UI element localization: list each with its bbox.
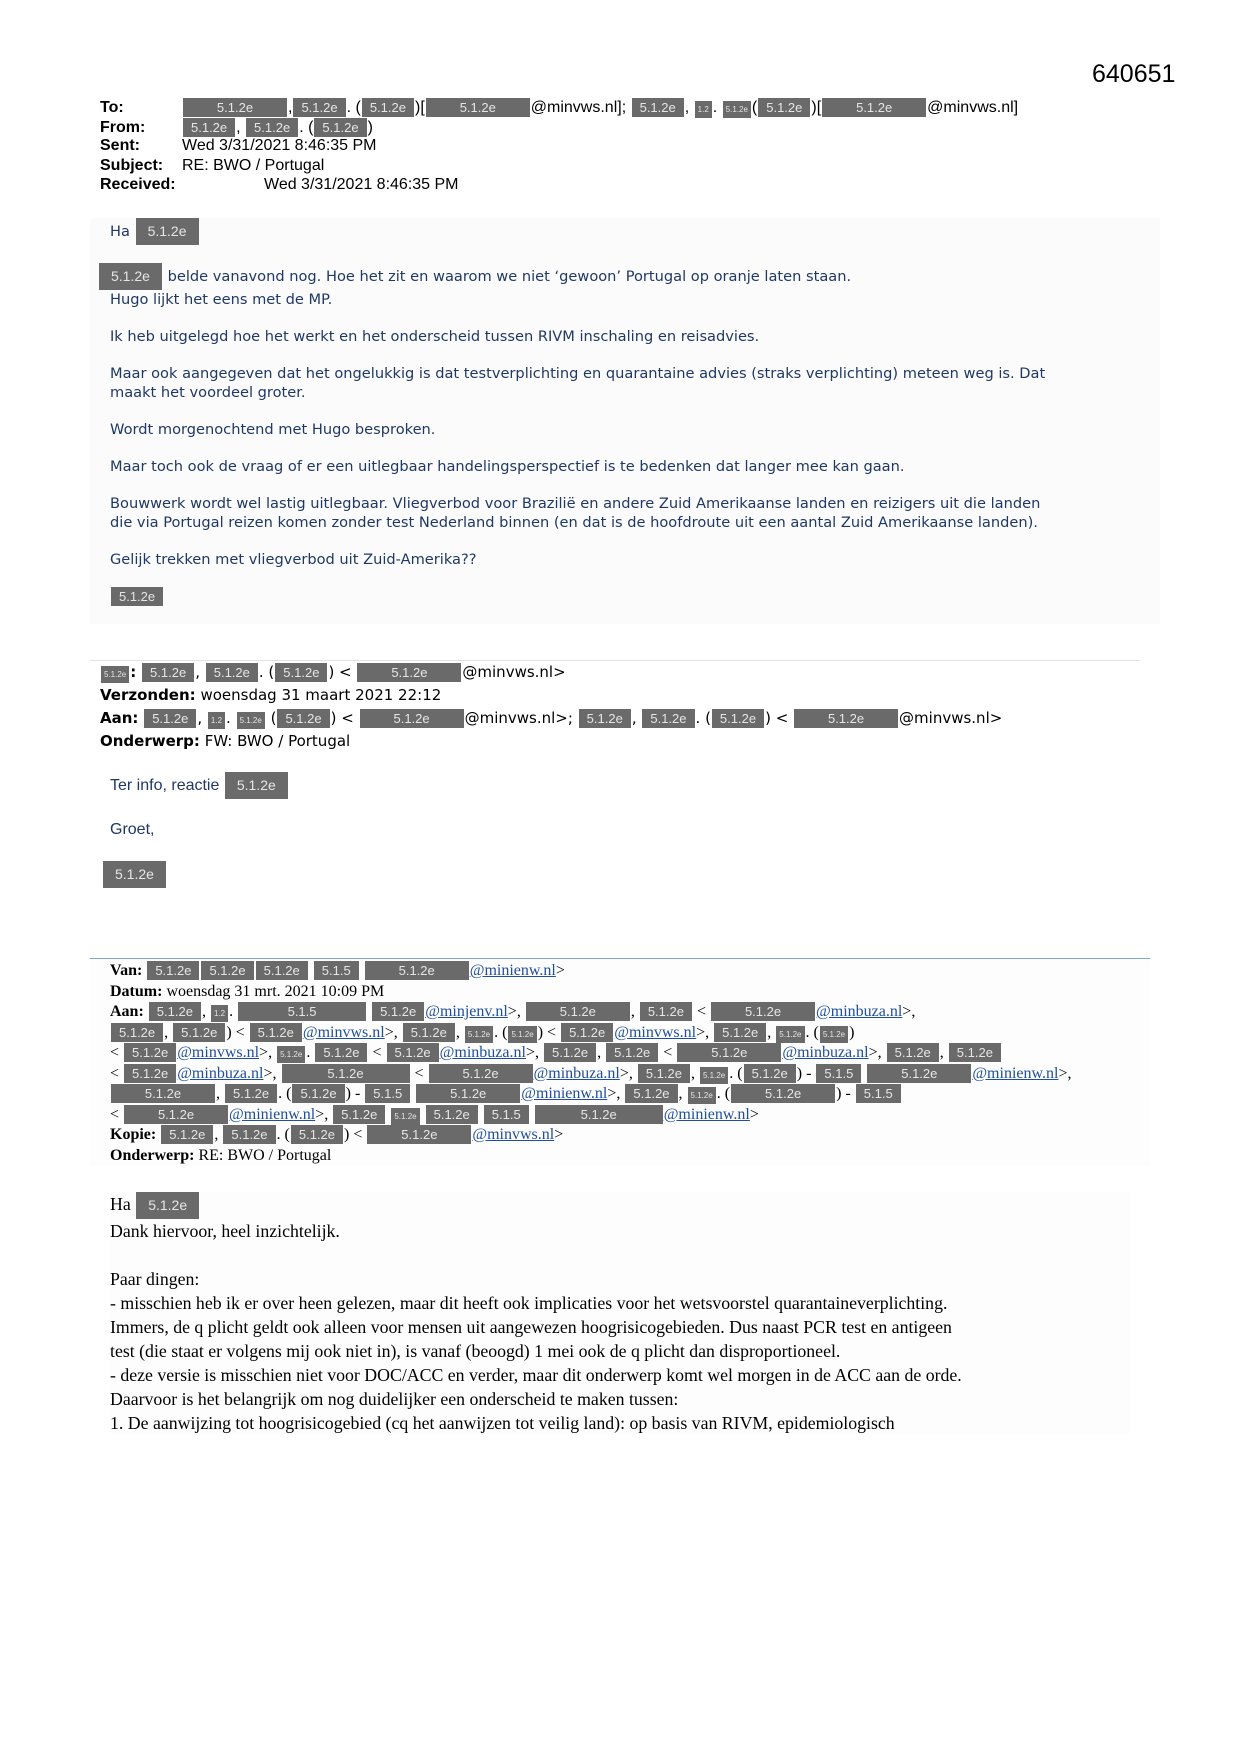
forward-to-row: Aan: 5.1.2e , 1.2 . 5.1.2e ( 5.1.2e ) < 5.1.2e @minvws.nl>; 5.1.2e , 5.1.2e . ( 5.1.2e ) < 5.1.2e @minvws.nl> xyxy=(100,709,1003,727)
email-link[interactable]: @minjenv.nl xyxy=(425,1003,508,1020)
received-value: Wed 3/31/2021 8:46:35 PM xyxy=(264,176,459,193)
redaction: 5.1.2e xyxy=(429,1064,533,1083)
email-link[interactable]: @minienw.nl xyxy=(663,1105,750,1123)
redaction: 5.1.2e xyxy=(544,1043,596,1062)
redaction: 5.1.2e xyxy=(333,1105,385,1124)
original-text: Dank hiervoor, heel inzichtelijk. xyxy=(110,1221,340,1241)
subject-label: Subject: xyxy=(100,156,164,174)
redaction: 5.1.5 xyxy=(484,1105,529,1124)
original-text: 1. De aanwijzing tot hoogrisicogebied (cq het aanwijzen tot veilig land): op basis van RIVM, epidemiologisch xyxy=(110,1413,895,1433)
email-domain: @minvws.nl> xyxy=(462,663,566,681)
redaction: 5.1.2e xyxy=(365,961,469,980)
email-link[interactable]: @minienw.nl xyxy=(469,962,556,979)
subject-value: RE: BWO / Portugal xyxy=(182,156,325,174)
original-from-row: Van: 5.1.2e 5.1.2e 5.1.2e 5.1.5 5.1.2e @minienw.nl> xyxy=(110,962,565,979)
original-text: Daarvoor is het belangrijk om nog duidelijker een onderscheid te maken tussen: xyxy=(110,1389,679,1409)
redaction: 5.1.2e xyxy=(124,1043,176,1062)
reply-paragraph: Wordt morgenochtend met Hugo besproken. xyxy=(110,421,436,438)
email-link[interactable]: @minbuza.nl xyxy=(533,1064,620,1082)
redaction: 5.1.2e xyxy=(794,709,898,728)
redaction: 5.1.2e xyxy=(744,1064,796,1083)
to-domain: @minvws.nl] xyxy=(927,99,1019,116)
email-link[interactable]: @minvws.nl xyxy=(177,1044,260,1061)
reply-paragraph: Ik heb uitgelegd hoe het werkt en het onderscheid tussen RIVM inschaling en reisadvies. xyxy=(110,328,760,345)
reply-text: belde vanavond nog. Hoe het zit en waarom we niet ‘gewoon’ Portugal op oranje laten staan. xyxy=(167,268,852,285)
reply-paragraph xyxy=(110,263,1160,309)
greeting-text: Ha xyxy=(110,223,130,240)
redaction: 5.1.2e xyxy=(508,1026,536,1043)
redaction: 5.1.2e xyxy=(246,118,298,137)
redaction: 5.1.2e xyxy=(275,663,327,682)
original-to-row: 5.1.2e , 5.1.2e ) < 5.1.2e @minvws.nl>, 5.1.2e , 5.1.2e . ( 5.1.2e ) < 5.1.2e @minvws.nl>, 5.1.2e , 5.1.2e . ( 5.1.2e ) xyxy=(110,1023,1150,1044)
to-label: Aan: xyxy=(100,709,139,727)
redaction: 5.1.2e xyxy=(416,1084,520,1103)
redaction: 5.1.2e xyxy=(111,1023,163,1042)
reply-paragraph xyxy=(110,494,1160,532)
date-value: woensdag 31 mrt. 2021 10:09 PM xyxy=(166,982,385,1000)
redaction: 5.1.2e xyxy=(256,961,308,980)
original-date-row xyxy=(110,982,1150,1003)
redaction: 5.1.2e xyxy=(277,1046,305,1063)
forward-line: Groet, xyxy=(110,821,155,838)
subject-label: Onderwerp: xyxy=(100,732,200,750)
redaction: 5.1.2e xyxy=(124,1064,176,1083)
redaction: 5.1.2e xyxy=(149,1002,201,1021)
redaction: 5.1.2e xyxy=(161,1125,213,1144)
redaction: 5.1.2e xyxy=(367,1125,471,1144)
sent-value: Wed 3/31/2021 8:46:35 PM xyxy=(182,137,377,154)
redaction: 5.1.2e xyxy=(173,1023,225,1042)
to-label: Aan: xyxy=(110,1003,144,1020)
email-link[interactable]: @minbuza.nl xyxy=(782,1044,869,1061)
redaction: 5.1.2e xyxy=(403,1023,455,1042)
cc-label: Kopie: xyxy=(110,1126,157,1143)
sent-row xyxy=(100,137,1160,157)
reply-text: die via Portugal reizen komen zonder test Nederland binnen (en dat is de hoofdroute uit een aantal Zuid Amerikaanse landen). xyxy=(110,514,1038,531)
original-cc-row: Kopie: 5.1.2e , 5.1.2e . ( 5.1.2e ) < 5.1.2e @minvws.nl> xyxy=(110,1126,564,1143)
subject-row xyxy=(100,157,1160,177)
from-row xyxy=(100,118,1160,138)
spacer xyxy=(110,1243,1130,1267)
email-link[interactable]: @minienw.nl xyxy=(229,1105,316,1123)
redaction: 5.1.2e xyxy=(642,709,694,728)
redaction: 5.1.2e xyxy=(206,663,258,682)
email-link[interactable]: @minvws.nl xyxy=(614,1023,697,1041)
reply-paragraph: Gelijk trekken met vliegverbod uit Zuid-Amerika?? xyxy=(110,551,477,568)
original-text: - deze versie is misschien niet voor DOC/ACC en verder, maar dit onderwerp komt wel morgen in de ACC aan de orde. xyxy=(110,1365,962,1385)
reply-text: maakt het voordeel groter. xyxy=(110,384,306,401)
reply-text: Maar ook aangegeven dat het ongelukkig is dat testverplichting en quarantaine advies (straks verplichting) meteen weg is. Dat xyxy=(110,365,1046,382)
redaction: 1.2 xyxy=(211,1005,228,1022)
original-to-row: < 5.1.2e @minienw.nl>, 5.1.2e 5.1.2e 5.1.2e 5.1.5 5.1.2e @minienw.nl> xyxy=(110,1105,759,1123)
redaction: 5.1.5 xyxy=(314,961,359,980)
redaction: 5.1.2e xyxy=(99,263,162,290)
original-text: Immers, de q plicht geldt ook alleen voor mensen uit aangewezen hoogrisicogebieden. Dus naast PCR test en antigeen xyxy=(110,1317,952,1337)
redaction: 5.1.2e xyxy=(526,1002,630,1021)
redaction: 5.1.2e xyxy=(606,1043,658,1062)
document-number: 640651 xyxy=(1092,60,1176,88)
email-link[interactable]: @minbuza.nl xyxy=(439,1044,526,1061)
redaction: 5.1.2e xyxy=(731,1084,835,1103)
email-link[interactable]: @minvws.nl xyxy=(472,1126,555,1143)
received-row xyxy=(100,176,1160,196)
received-label: Received: xyxy=(100,176,176,193)
redaction: 5.1.2e xyxy=(250,1023,302,1042)
original-to-row: 5.1.2e , 5.1.2e . ( 5.1.2e ) - 5.1.5 5.1.2e @minienw.nl>, 5.1.2e , 5.1.2e . ( 5.1.2e ) - 5.1.5 xyxy=(110,1084,1150,1105)
redaction: 5.1.2e xyxy=(147,961,199,980)
redaction: 5.1.2e xyxy=(124,1105,228,1124)
original-text: test (die staat er volgens mij ook niet in), is vanaf (beoogd) 1 mei ook de q plicht dan disproportioneel. xyxy=(110,1341,841,1361)
original-body xyxy=(110,1192,1130,1435)
redaction: 5.1.2e xyxy=(111,587,163,606)
redaction: 5.1.2e xyxy=(776,1026,804,1043)
redaction: 5.1.2e xyxy=(949,1043,1001,1062)
redaction: 5.1.2e xyxy=(314,118,366,137)
forward-from-row: 5.1.2e : 5.1.2e , 5.1.2e . ( 5.1.2e ) < 5.1.2e @minvws.nl> xyxy=(100,661,1140,684)
redaction: 5.1.2e xyxy=(711,1002,815,1021)
redaction: 5.1.5 xyxy=(365,1084,410,1103)
email-link[interactable]: @minbuza.nl xyxy=(816,1003,903,1020)
original-to-row: Aan: 5.1.2e , 1.2 . 5.1.5 5.1.2e @minjenv.nl>, 5.1.2e , 5.1.2e < 5.1.2e @minbuza.nl>, xyxy=(110,1003,916,1020)
redaction: 5.1.2e xyxy=(625,1084,677,1103)
reply-paragraph xyxy=(110,364,1160,402)
to-value: 5.1.2e , 5.1.2e . ( 5.1.2e )[ 5.1.2e @minvws.nl]; 5.1.2e , 1.2 . 5.1.2e ( 5.1.2e )[ 5.1.2e @minvws.nl] xyxy=(182,98,1018,118)
forward-header xyxy=(90,660,1140,753)
original-greeting xyxy=(110,1192,1130,1219)
reply-text: Bouwwerk wordt wel lastig uitlegbaar. Vliegverbod voor Brazilië en andere Zuid Amerikaanse landen en reizigers uit die landen xyxy=(110,495,1041,512)
original-text: - misschien heb ik er over heen gelezen, maar dit heeft ook implicaties voor het wetsvoorstel quarantaineverplichting. xyxy=(110,1293,948,1313)
to-row xyxy=(100,98,1160,118)
redaction: 5.1.2e xyxy=(225,1084,277,1103)
from-label: Van: xyxy=(110,962,143,979)
redaction: 5.1.2e xyxy=(758,98,810,117)
redaction: 1.2 xyxy=(695,101,712,118)
reply-signature xyxy=(110,587,1160,606)
redaction: 5.1.2e xyxy=(677,1043,781,1062)
redaction: 5.1.2e xyxy=(561,1023,613,1042)
redaction: 5.1.2e xyxy=(723,101,751,118)
redaction: 5.1.2e xyxy=(426,98,530,117)
redaction: 5.1.2e xyxy=(291,1125,343,1144)
subject-value: RE: BWO / Portugal xyxy=(198,1146,332,1164)
redaction: 5.1.2e xyxy=(638,1064,690,1083)
greeting-text: Ha xyxy=(110,1194,131,1214)
forward-signature xyxy=(102,861,289,888)
redaction: 5.1.2e xyxy=(887,1043,939,1062)
forward-subject-row xyxy=(100,730,1140,753)
redaction: 5.1.2e xyxy=(225,772,288,799)
original-subject-row xyxy=(110,1146,1150,1167)
redaction: 5.1.5 xyxy=(238,1002,366,1021)
to-label: To: xyxy=(100,99,124,116)
from-value: 5.1.2e , 5.1.2e . ( 5.1.2e ) xyxy=(182,118,373,137)
redaction: 5.1.2e xyxy=(867,1064,971,1083)
email-link[interactable]: @minbuza.nl xyxy=(177,1064,264,1082)
redaction: 5.1.2e xyxy=(136,1192,199,1219)
redaction: 5.1.2e xyxy=(372,1002,424,1021)
redaction: 5.1.2e xyxy=(387,1043,439,1062)
redaction: 5.1.2e xyxy=(714,1023,766,1042)
redaction: 5.1.2e xyxy=(282,1064,410,1083)
redaction: 5.1.2e xyxy=(111,1084,215,1103)
original-text: Paar dingen: xyxy=(110,1269,200,1289)
redaction: 5.1.2e xyxy=(712,709,764,728)
redaction: 5.1.2e xyxy=(632,98,684,117)
redaction: 5.1.2e xyxy=(579,709,631,728)
sent-label: Verzonden: xyxy=(100,686,196,704)
redaction: 5.1.2e xyxy=(535,1105,663,1124)
redaction: 5.1.2e xyxy=(183,98,287,117)
redaction: 5.1.2e xyxy=(362,98,414,117)
email-link[interactable]: @minienw.nl xyxy=(972,1064,1059,1082)
redaction: 5.1.2e xyxy=(144,709,196,728)
email-domain: @minvws.nl> xyxy=(899,709,1003,727)
redaction: 5.1.2e xyxy=(293,98,345,117)
original-to-row: < 5.1.2e @minvws.nl>, 5.1.2e . 5.1.2e < 5.1.2e @minbuza.nl>, 5.1.2e , 5.1.2e < 5.1.2e @minbuza.nl>, 5.1.2e , 5.1.2e xyxy=(110,1043,1150,1064)
redaction: 5.1.2e xyxy=(277,709,329,728)
redaction: 5.1.2e xyxy=(357,663,461,682)
redaction: 5.1.2e xyxy=(183,118,235,137)
subject-value: FW: BWO / Portugal xyxy=(204,732,351,750)
redaction: 5.1.2e xyxy=(136,218,199,245)
redaction: 5.1.2e xyxy=(700,1067,728,1084)
redaction: 5.1.5 xyxy=(816,1064,861,1083)
forward-line xyxy=(110,772,289,799)
redaction: 5.1.2e xyxy=(688,1087,716,1104)
from-label: From: xyxy=(100,118,146,136)
redaction: 5.1.2e xyxy=(640,1002,692,1021)
redaction: 5.1.2e xyxy=(822,98,926,117)
reply-body xyxy=(90,218,1160,624)
redaction: 5.1.2e xyxy=(223,1125,275,1144)
redaction: 5.1.2e xyxy=(391,1108,419,1125)
reply-paragraph: Maar toch ook de vraag of er een uitlegbaar handelingsperspectief is te bedenken dat langer mee kan gaan. xyxy=(110,458,905,475)
redaction: 5.1.5 xyxy=(856,1084,901,1103)
forward-body xyxy=(110,772,289,910)
redaction: 5.1.2e xyxy=(201,961,253,980)
email-link[interactable]: @minvws.nl xyxy=(302,1023,385,1041)
sent-label: Sent: xyxy=(100,137,140,154)
redaction: 1.2 xyxy=(208,712,225,729)
redaction: 5.1.2e xyxy=(820,1026,848,1043)
sent-value: woensdag 31 maart 2021 22:12 xyxy=(200,686,442,704)
redaction: 5.1.2e xyxy=(465,1026,493,1043)
redaction: 5.1.2e xyxy=(315,1043,367,1062)
reply-text: Hugo lijkt het eens met de MP. xyxy=(110,291,333,308)
redaction: 5.1.2e xyxy=(142,663,194,682)
redaction: 5.1.2e xyxy=(103,861,166,888)
subject-label: Onderwerp: xyxy=(110,1146,195,1164)
email-link[interactable]: @minienw.nl xyxy=(521,1085,608,1102)
redaction: 5.1.2e xyxy=(101,666,129,683)
email-domain: @minvws.nl>; xyxy=(464,709,573,727)
forward-sent-row xyxy=(100,684,1140,707)
original-header xyxy=(90,958,1150,1166)
redaction: 5.1.2e xyxy=(360,709,464,728)
to-domain: @minvws.nl]; xyxy=(530,99,627,116)
redaction: 5.1.2e xyxy=(426,1105,478,1124)
reply-greeting xyxy=(110,218,1160,245)
redaction: 5.1.2e xyxy=(237,712,265,729)
forward-text: Ter info, reactie xyxy=(110,777,220,794)
date-label: Datum: xyxy=(110,982,163,1000)
redaction: 5.1.2e xyxy=(292,1084,344,1103)
original-to-row: < 5.1.2e @minbuza.nl>, 5.1.2e < 5.1.2e @minbuza.nl>, 5.1.2e , 5.1.2e . ( 5.1.2e ) - 5.1.5 5.1.2e @minienw.nl>, xyxy=(110,1064,1072,1082)
email-header xyxy=(100,98,1160,196)
